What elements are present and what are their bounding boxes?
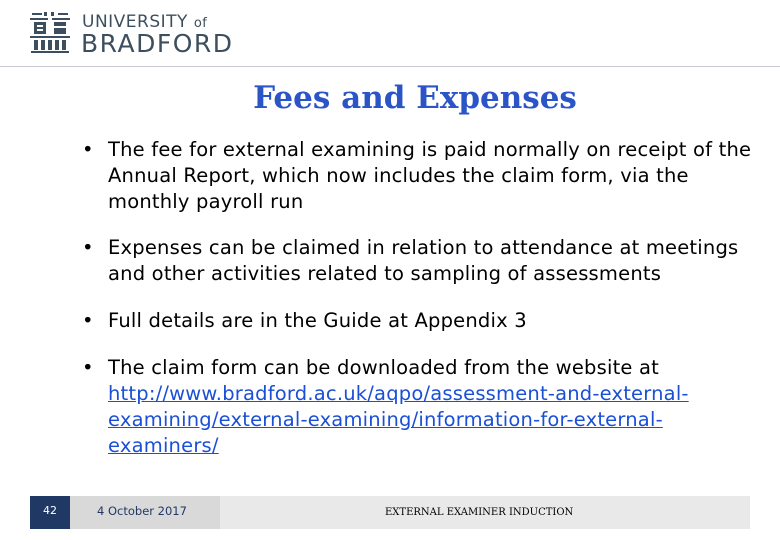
bullet-icon: • bbox=[82, 236, 94, 259]
bullet-item bbox=[80, 137, 770, 215]
bullet-text: The fee for external examining is paid normally on receipt of the Annual Report, which now includes the claim form, via the monthly payroll run bbox=[108, 138, 752, 213]
bullet-icon: • bbox=[82, 356, 94, 379]
logo-bradford-text: BRADFORD bbox=[81, 29, 234, 58]
footer-label: EXTERNAL EXAMINER INDUCTION bbox=[385, 507, 574, 518]
university-crest-icon bbox=[28, 12, 72, 54]
bullet-list bbox=[80, 137, 770, 459]
website-link[interactable]: http://www.bradford.ac.uk/aqpo/assessment-and-external-examining/external-examining/information-for-external-examiners/ bbox=[108, 382, 689, 457]
header-divider bbox=[0, 66, 780, 67]
bullet-icon: • bbox=[82, 138, 94, 161]
bullet-text: Expenses can be claimed in relation to attendance at meetings and other activities related to sampling of assessments bbox=[108, 236, 739, 285]
university-logo bbox=[28, 10, 248, 56]
bullet-item bbox=[80, 308, 770, 334]
footer-date: 4 October 2017 bbox=[70, 496, 220, 529]
slide-number: 42 bbox=[30, 496, 70, 529]
bullet-icon: • bbox=[82, 309, 94, 332]
slide-title: Fees and Expenses bbox=[253, 80, 577, 116]
bullet-item bbox=[80, 355, 770, 459]
bullet-item bbox=[80, 235, 770, 287]
bullet-text: Full details are in the Guide at Appendix 3 bbox=[108, 309, 527, 332]
bullet-text: The claim form can be downloaded from the website at bbox=[108, 356, 660, 379]
logo-university-text: UNIVERSITY of bbox=[82, 12, 208, 32]
